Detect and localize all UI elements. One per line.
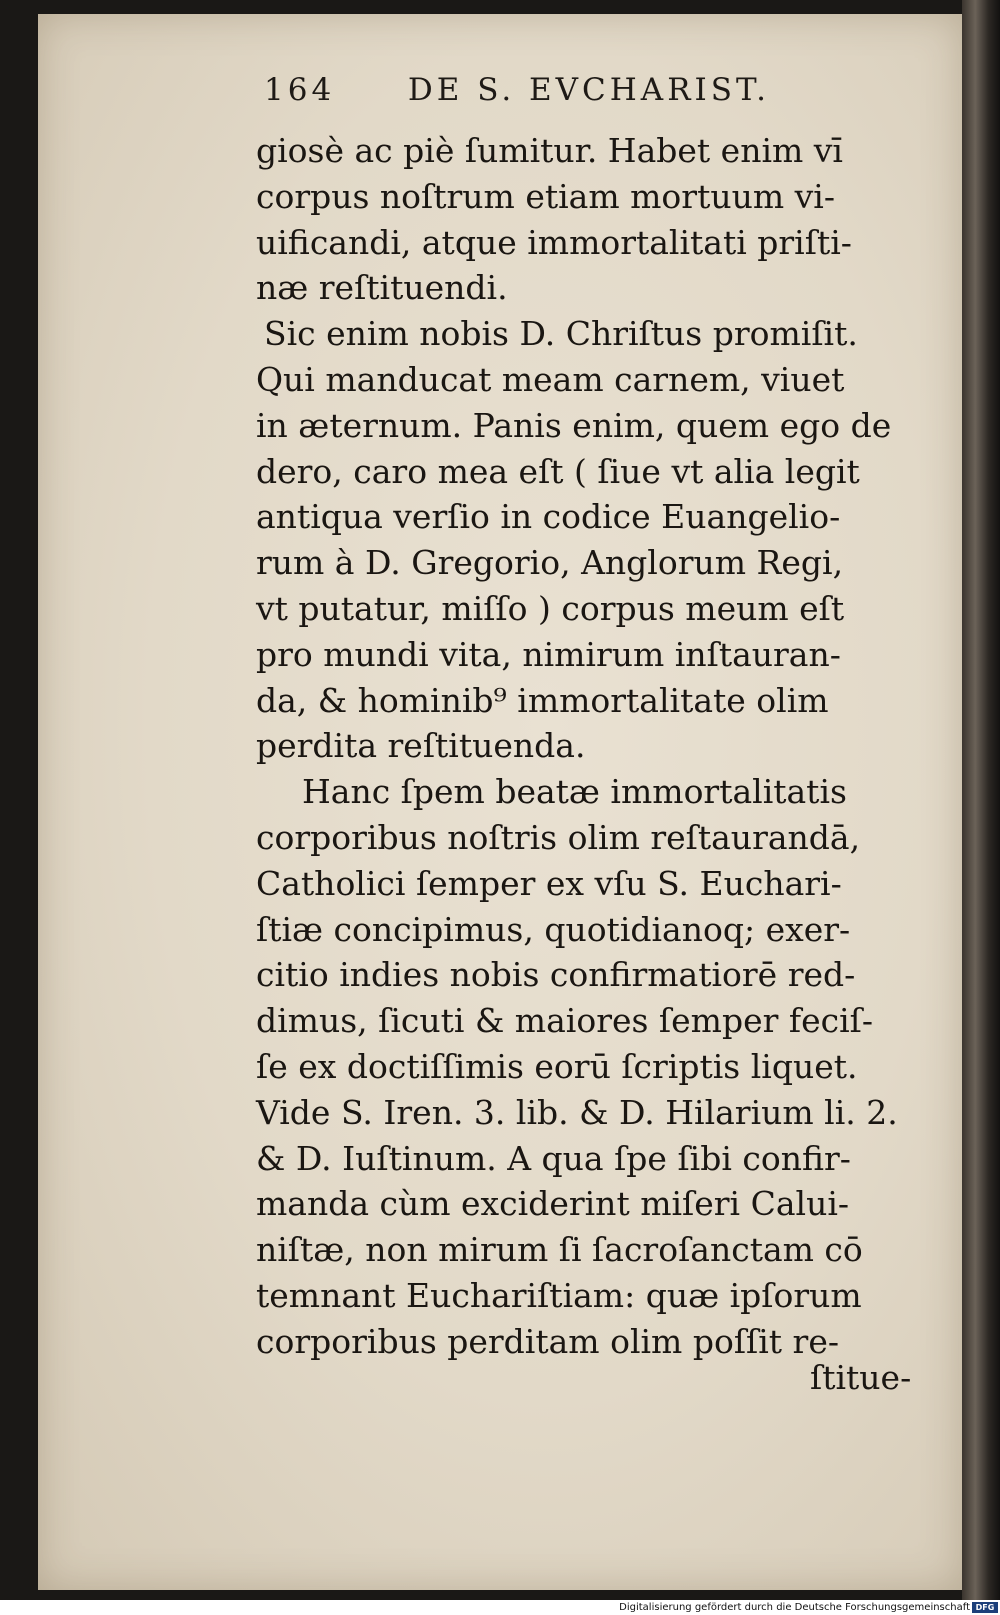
main-text [256,128,896,1365]
text-line-14: perdita reſtituenda. [256,726,586,766]
page-number: 164 [264,72,336,108]
text-line-22: Vide S. Iren. 3. lib. & D. Hilarium li. 2. [256,1092,898,1132]
text-line-7: in æternum. Panis enim, quem ego de [256,405,892,445]
text-line-3: uificandi, atque immortalitati priſti- [256,222,852,262]
text-line-18: ſtiæ concipimus, quotidianoq; exer- [256,909,851,949]
text-line-16: corporibus noſtris olim reſtaurandā, [256,817,861,857]
catchword: ſtitue- [810,1358,912,1397]
text-line-27: corporibus perditam olim poſſit re- [256,1321,840,1361]
text-line-1: giosè ac piè ſumitur. Habet enim vī [256,131,843,170]
dfg-logo: DFG [972,1602,998,1613]
running-title: DE S. EVCHARIST. [407,72,770,108]
text-line-4: næ reſtituendi. [256,268,508,308]
text-line-12: pro mundi vita, nimirum inſtauran- [256,634,841,674]
book-edge [962,0,1000,1600]
text-line-21: ſe ex doctiſſimis eorū ſcriptis liquet. [256,1046,858,1086]
text-line-15: Hanc ſpem beatæ immortalitatis [302,772,847,812]
text-line-11: vt putatur, miſſo ) corpus meum eſt [256,588,845,628]
text-line-2: corpus noſtrum etiam mortuum vi- [256,176,835,216]
text-line-8: dero, caro mea eſt ( ſiue vt alia legit [256,451,860,491]
text-line-20: dimus, ſicuti & maiores ſemper feciſ- [256,1001,874,1041]
text-line-17: Catholici ſemper ex vſu S. Euchari- [256,863,842,903]
page-header [264,72,874,108]
text-line-24: manda cùm exciderint miſeri Calui- [256,1184,850,1224]
text-line-25: niſtæ, non mirum ſi ſacroſanctam cō [256,1230,863,1270]
text-line-26: temnant Euchariſtiam: quæ ipſorum [256,1275,862,1315]
footer-credit: Digitalisierung gefördert durch die Deutsche Forschungsgemeinschaft [619,1602,970,1613]
text-line-13: da, & hominib⁹ immortalitate olim [256,680,829,720]
text-line-19: citio indies nobis confirmatiorē red- [256,955,856,995]
text-line-5: Sic enim nobis D. Chriſtus promiſit. [264,314,858,354]
text-line-9: antiqua verſio in codice Euangelio- [256,497,841,537]
text-line-10: rum à D. Gregorio, Anglorum Regi, [256,543,844,583]
text-line-23: & D. Iuſtinum. A qua ſpe ſibi confir- [256,1138,851,1178]
footer-bar [0,1600,1000,1615]
text-line-6: Qui manducat meam carnem, viuet [256,359,845,399]
